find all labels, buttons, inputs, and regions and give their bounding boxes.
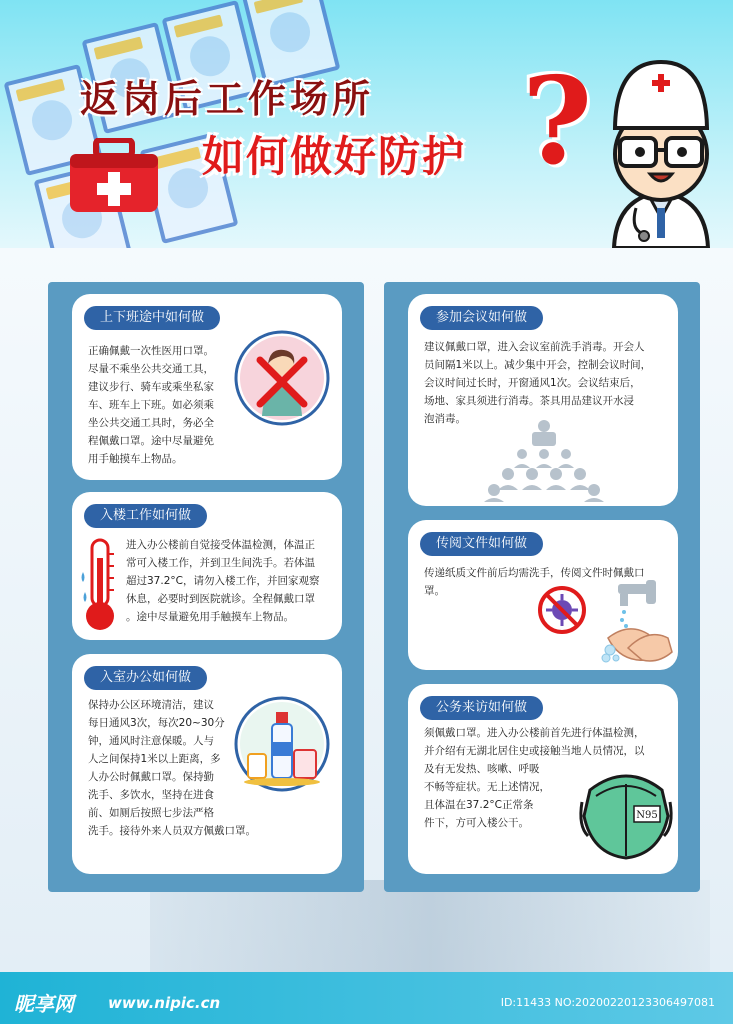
title-line-1: 返岗后工作场所 xyxy=(80,76,375,121)
card-document-circulation xyxy=(408,520,678,670)
card-heading: 入室办公如何做 xyxy=(84,666,207,690)
left-column-panel xyxy=(48,282,364,892)
right-column-panel xyxy=(384,282,700,892)
card-body: 建议佩戴口罩，进入会议室前洗手消毒。开会人 员间隔1米以上。减少集中开会，控制会议时间， 会议时间过长时，开窗通风1次。会议结束后， 场地、家具须进行消毒。茶具用品建议开水浸 泡消毒。 xyxy=(424,341,652,425)
disinfectant-illustration-icon xyxy=(232,696,332,800)
card-heading: 公务来访如何做 xyxy=(420,696,543,720)
handwashing-icon xyxy=(598,578,678,664)
card-enter-building xyxy=(72,492,342,640)
image-id-text: ID:11433 NO:20200220123306497081 xyxy=(500,996,715,1009)
thermometer-icon xyxy=(80,536,120,634)
card-body: 正确佩戴一次性医用口罩。 尽量不乘坐公共交通工具， 建议步行、骑车或乘坐私家 车、班车上下班。如必须乘 坐公共交通工具时，务必全 程佩戴口罩。途中尽量避免 用手触摸车上物品。 xyxy=(88,345,214,465)
site-url[interactable]: www.nipic.cn xyxy=(108,994,221,1012)
card-body: 传递纸质文件前后均需洗手，传阅文件时佩戴口 罩。 xyxy=(424,567,645,597)
header-banner xyxy=(0,0,733,248)
card-meeting xyxy=(408,294,678,506)
card-heading: 传阅文件如何做 xyxy=(420,532,543,556)
lab-photo-background xyxy=(150,880,710,972)
card-body: 须佩戴口罩。进入办公楼前首先进行体温检测， 并介绍有无湖北居住史或接触当地人员情况，以 及有无发热、咳嗽、呼吸 不畅等症状。无上述情况， 且体温在37.2°C正常条 件下，方可入楼公干。 xyxy=(424,727,645,829)
card-office-work xyxy=(72,654,342,874)
card-body: 进入办公楼前自觉接受体温检测，体温正 常可入楼工作，并到卫生间洗手。若体温 超过37.2°C，请勿入楼工作，并回家观察 休息，必要时到医院就诊。全程佩戴口罩 。途中尽量避免用手触摸车上物品。 xyxy=(126,539,320,623)
card-heading: 入楼工作如何做 xyxy=(84,504,207,528)
first-aid-kit-icon xyxy=(66,138,162,214)
mask-label: N95 xyxy=(636,810,658,821)
n95-mask-icon xyxy=(576,766,676,862)
no-virus-icon xyxy=(536,584,588,636)
card-commute xyxy=(72,294,342,480)
card-heading: 上下班途中如何做 xyxy=(84,306,220,330)
meeting-audience-icon xyxy=(482,418,606,502)
card-official-visit xyxy=(408,684,678,874)
no-crowd-illustration-icon xyxy=(232,330,332,434)
question-mark: ? xyxy=(522,51,593,192)
card-body: 保持办公区环境清洁，建议 每日通风3次，每次20~30分 钟，通风时注意保暖。人与 人之间保持1米以上距离，多 人办公时佩戴口罩。保持勤 洗手、多饮水，坚持在进食 前、如厕后按照七步法严格 洗手。接待外来人员双方佩戴口罩。 xyxy=(88,699,256,837)
doctor-cartoon-icon xyxy=(596,58,726,248)
watermark-footer xyxy=(0,972,733,1024)
site-logo: 昵享网 xyxy=(14,992,74,1016)
card-heading: 参加会议如何做 xyxy=(420,306,543,330)
title-line-2: 如何做好防护 xyxy=(202,132,467,181)
